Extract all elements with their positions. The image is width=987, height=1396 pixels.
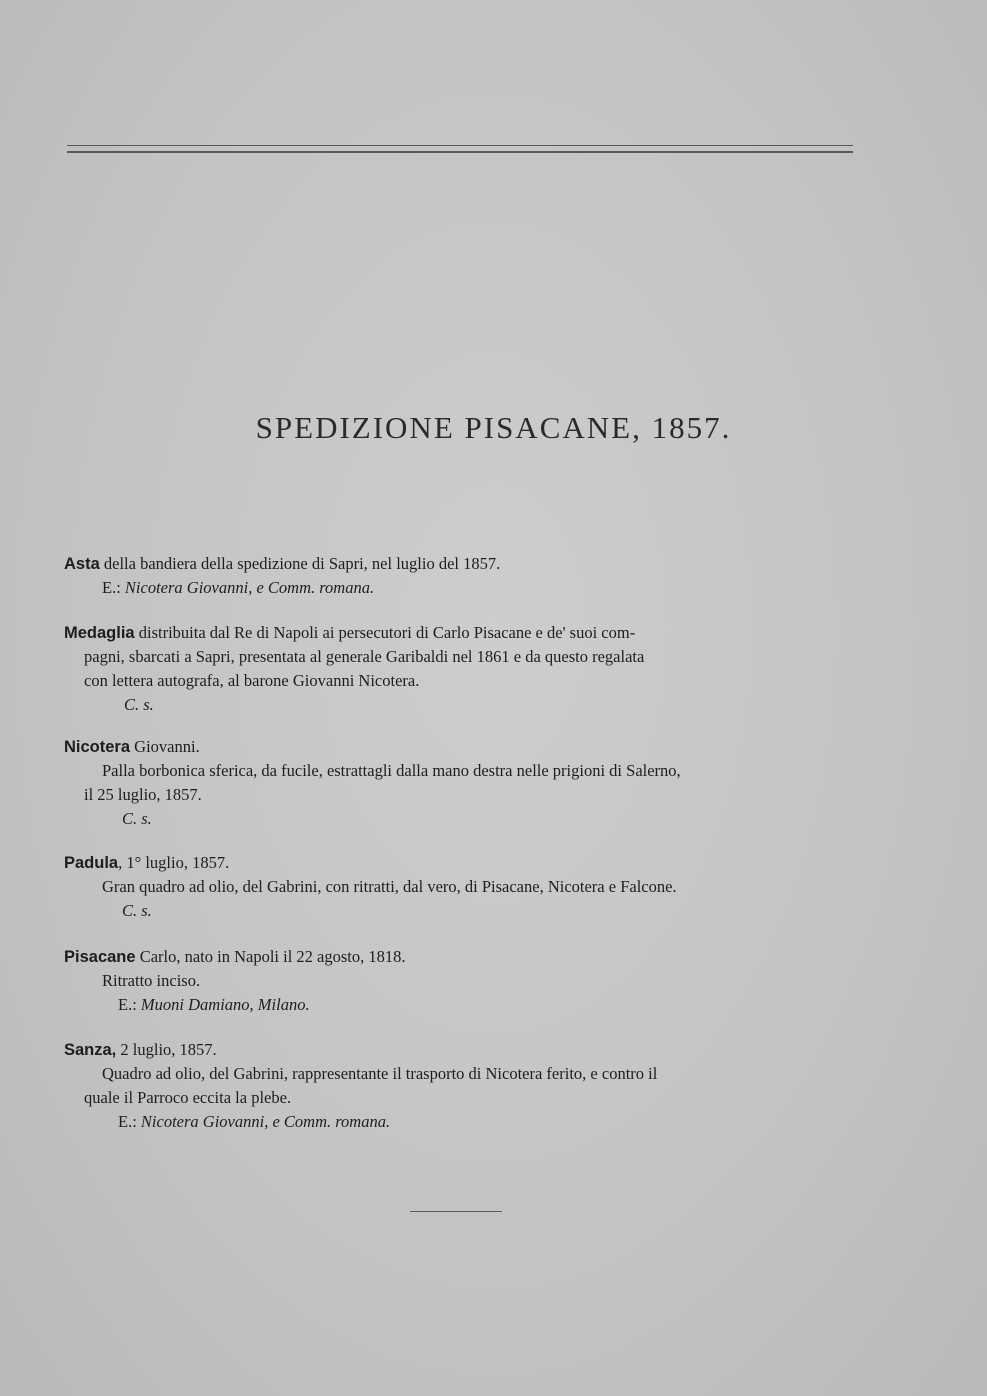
entry-heading: [64, 1038, 854, 1062]
entry-text: Carlo, nato in Napoli il 22 agosto, 1818.: [139, 947, 406, 966]
entry-headword: Sanza,: [64, 1041, 117, 1059]
entry-source: [64, 576, 854, 600]
source-prefix: E.:: [118, 1112, 137, 1131]
entry-nicotera: [64, 735, 854, 831]
source-name: Nicotera Giovanni, e Comm. romana.: [124, 578, 375, 597]
entry-headword: Nicotera: [64, 738, 131, 756]
entry-continuation: pagni, sbarcati a Sapri, presentata al generale Garibaldi nel 1861 e da questo regalata: [84, 647, 645, 666]
source-prefix: E.:: [118, 995, 137, 1014]
entry-heading: [64, 552, 854, 576]
closing-rule: [410, 1211, 502, 1212]
entry-text: della bandiera della spedizione di Sapri, nel luglio del 1857.: [103, 554, 501, 573]
source-name: Nicotera Giovanni, e Comm. romana.: [140, 1112, 391, 1131]
entry-note: C. s.: [122, 901, 152, 920]
entry-line: Ritratto inciso.: [102, 971, 201, 990]
entry-note: C. s.: [122, 809, 152, 828]
entry-heading: [64, 621, 854, 645]
entry-line: Palla borbonica sferica, da fucile, estrattagli dalla mano destra nelle prigioni di Salerno,: [102, 761, 681, 780]
source-prefix: E.:: [102, 578, 121, 597]
entry-text: 2 luglio, 1857.: [120, 1040, 217, 1059]
entry-headword: Pisacane: [64, 948, 136, 966]
entry-text: Giovanni.: [134, 737, 200, 756]
entry-medaglia: [64, 621, 854, 717]
entry-headword: Padula: [64, 854, 119, 872]
entry-note: C. s.: [124, 695, 154, 714]
entry-heading: [64, 945, 854, 969]
entry-line: Quadro ad olio, del Gabrini, rappresentante il trasporto di Nicotera ferito, e contro il: [102, 1064, 658, 1083]
page-title: SPEDIZIONE PISACANE, 1857.: [255, 410, 732, 445]
entry-text: distribuita dal Re di Napoli ai persecutori di Carlo Pisacane e de' suoi com-: [138, 623, 636, 642]
entry-asta: [64, 552, 854, 600]
entry-line: quale il Parroco eccita la plebe.: [84, 1088, 292, 1107]
entry-continuation: con lettera autografa, al barone Giovanni Nicotera.: [84, 671, 420, 690]
entry-line: Gran quadro ad olio, del Gabrini, con ritratti, dal vero, di Pisacane, Nicotera e Falcone.: [102, 877, 677, 896]
entry-padula: [64, 851, 854, 923]
entry-line: il 25 luglio, 1857.: [84, 785, 202, 804]
entry-sanza: [64, 1038, 854, 1134]
entry-source: [64, 993, 854, 1017]
entry-pisacane: [64, 945, 854, 1017]
source-name: Muoni Damiano, Milano.: [140, 995, 310, 1014]
entry-heading: [64, 735, 854, 759]
top-double-rule: [67, 145, 853, 153]
entry-headword: Asta: [64, 555, 100, 573]
entry-text: , 1° luglio, 1857.: [118, 853, 230, 872]
entry-source: [64, 1110, 854, 1134]
entry-heading: [64, 851, 854, 875]
entry-headword: Medaglia: [64, 624, 135, 642]
